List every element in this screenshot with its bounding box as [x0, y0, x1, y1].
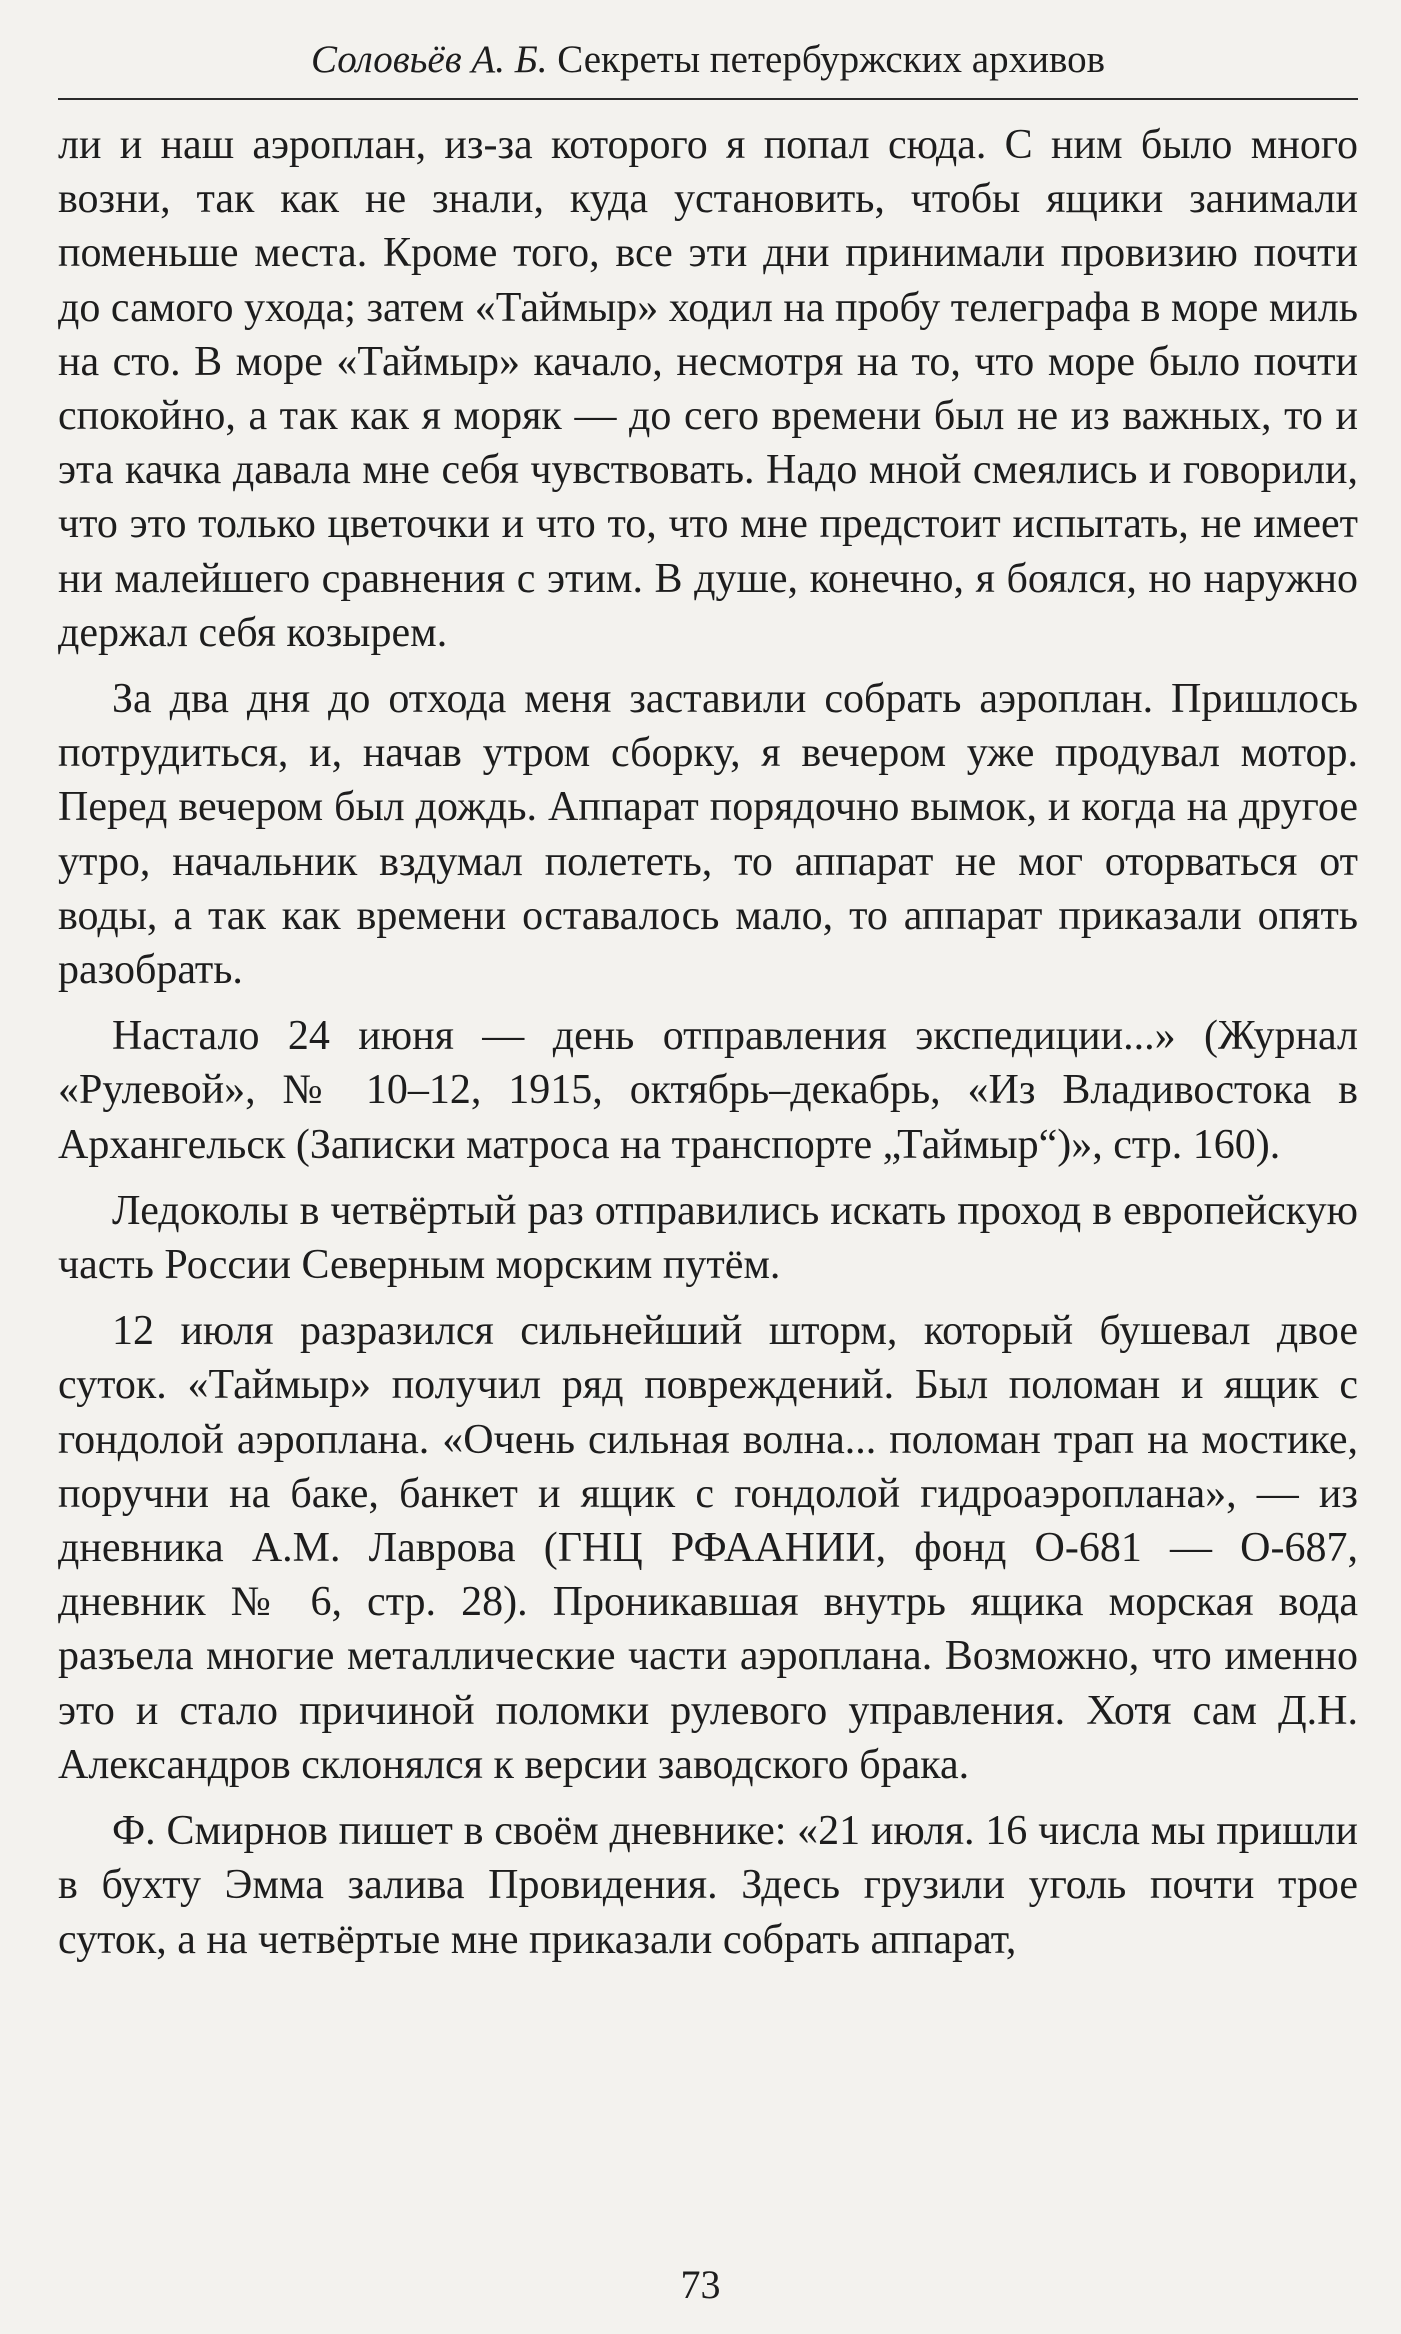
paragraph-4: Ледоколы в четвёртый раз отправились искать проход в европейскую часть России Северным морским путём.: [58, 1187, 1358, 1289]
page-number: 73: [680, 2262, 721, 2307]
running-header: [58, 22, 1358, 100]
paragraph-1: ли и наш аэроплан, из-за которого я попал сюда. С ним было много возни, так как не знали, куда установить, чтобы ящики занимали поменьше места. Кроме того, все эти дни принимали провизию почти до самого ухода; затем «Таймыр» ходил на пробу телеграфа в море миль на сто. В море «Таймыр» качало, несмотря на то, что море было почти спокойно, а так как я моряк — до сего времени был не из важных, то и эта качка давала мне себя чувствовать. Надо мной смеялись и говорили, что это только цветочки и что то, что мне предстоит испытать, не имеет ни малейшего сравнения с этим. В душе, конечно, я боялся, но наружно держал себя козырем.: [58, 122, 1358, 656]
paragraph-3: Настало 24 июня — день отправления экспедиции...» (Журнал «Рулевой», № 10–12, 1915, октябрь–декабрь, «Из Владивостока в Архангельск (Записки матроса на транспорте „Таймыр“)», стр. 160).: [58, 1013, 1358, 1168]
paragraph-6: Ф. Смирнов пишет в своём дневнике: «21 июля. 16 числа мы пришли в бухту Эмма залива Провидения. Здесь грузили уголь почти трое суток, а на четвёртые мне приказали собрать аппарат,: [58, 1808, 1358, 1963]
header-title: Секреты петербуржских архивов: [557, 38, 1106, 81]
paragraph-2: За два дня до отхода меня заставили собрать аэроплан. Пришлось потрудиться, и, начав утром сборку, я вечером уже продувал мотор. Перед вечером был дождь. Аппарат порядочно вымок, и когда на другое утро, начальник вздумал полететь, то аппарат не мог оторваться от воды, а так как времени оставалось мало, то аппарат приказали опять разобрать.: [58, 676, 1358, 994]
body-text: [58, 118, 1358, 1979]
paragraph-5: 12 июля разразился сильнейший шторм, который бушевал двое суток. «Таймыр» получил ряд повреждений. Был поломан и ящик с гондолой аэроплана. «Очень сильная волна... поломан трап на мостике, поручни на баке, банкет и ящик с гондолой гидроаэроплана», — из дневника А.М. Лаврова (ГНЦ РФААНИИ, фонд О-681 — О-687, дневник № 6, стр. 28). Проникавшая внутрь ящика морская вода разъела многие металлические части аэроплана. Возможно, что именно это и стало причиной поломки рулевого управления. Хотя сам Д.Н. Александров склонялся к версии заводского брака.: [58, 1308, 1358, 1788]
header-author: Соловьёв А. Б.: [310, 38, 548, 81]
